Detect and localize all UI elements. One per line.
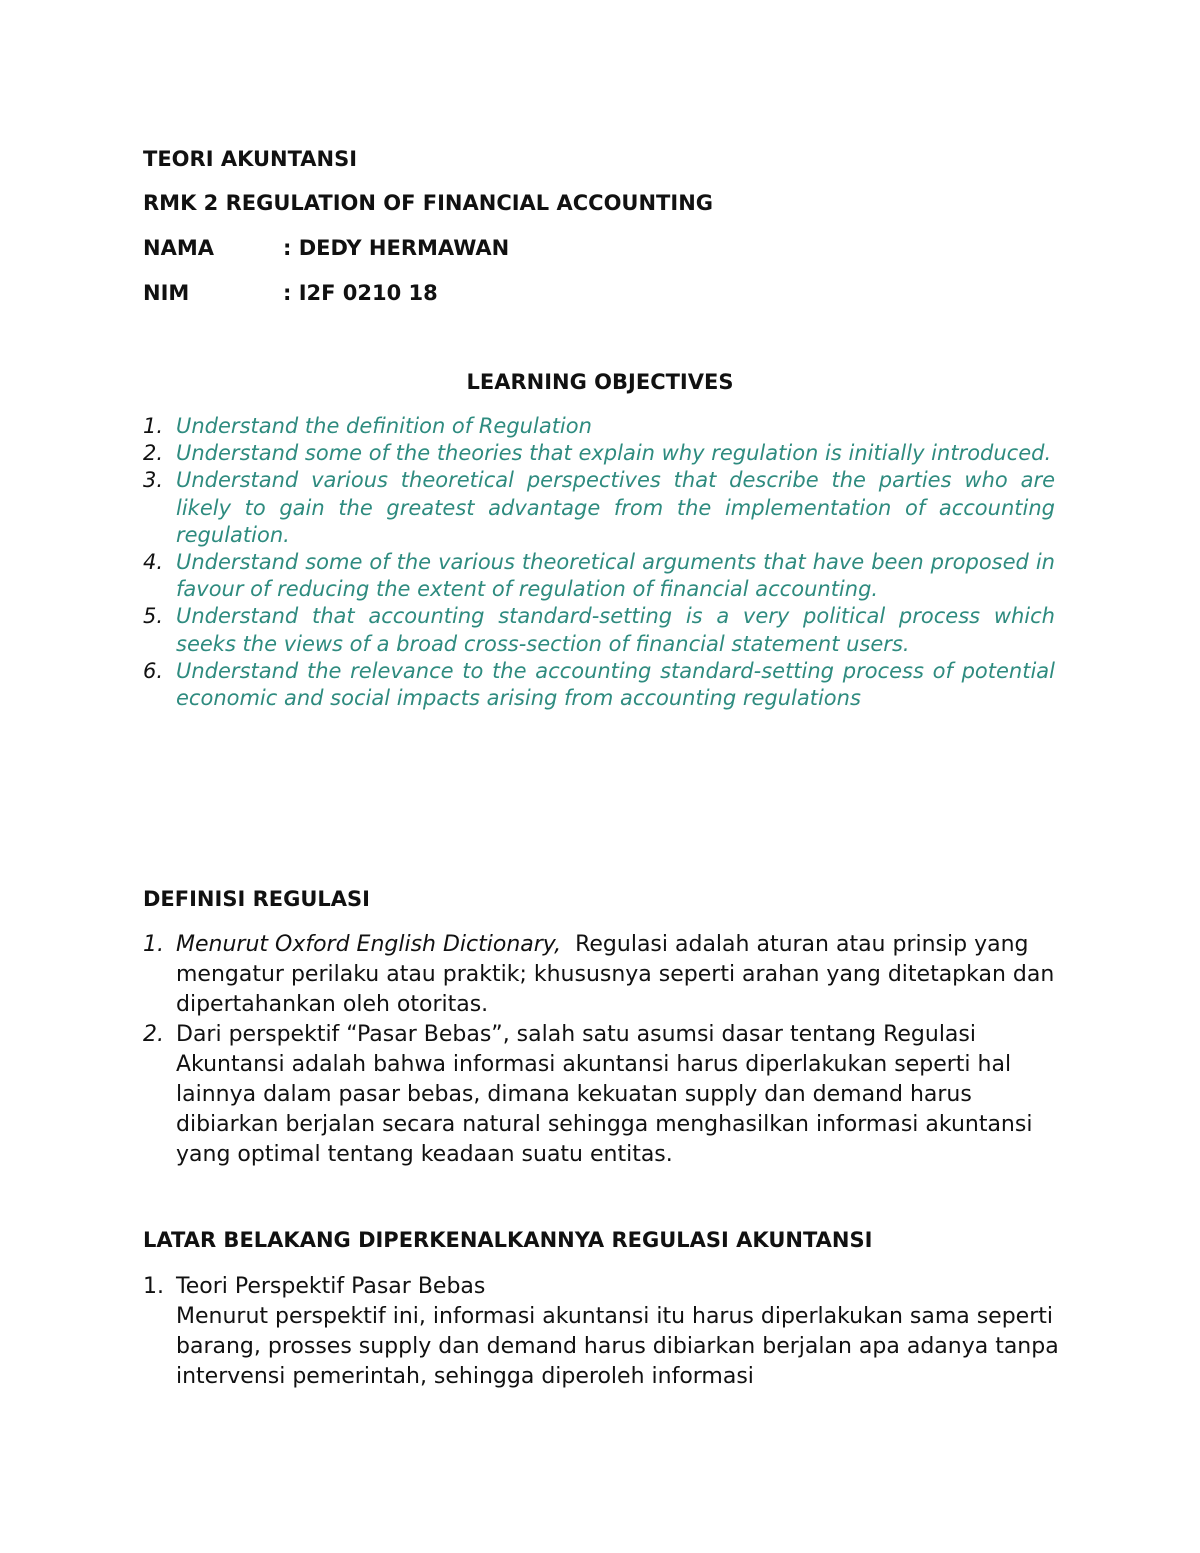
list-item [143, 413, 1055, 440]
item-number: 1. [143, 1274, 164, 1299]
objective-text: Understand various theoretical perspectives that describe the parties who are likely to gain the greatest advantage from the implementation of accounting regulation. [176, 468, 1055, 547]
list-item [143, 467, 1055, 549]
nama-label: NAMA [143, 236, 214, 260]
latar-list [143, 1272, 1063, 1392]
item-number: 2. [143, 1022, 164, 1047]
list-item [143, 930, 1063, 1020]
item-number: 1. [143, 932, 164, 957]
item-number: 3. [143, 468, 164, 493]
nama-row [143, 236, 509, 260]
objective-text: Understand the definition of Regulation [176, 414, 592, 438]
nim-label: NIM [143, 281, 190, 305]
list-item [143, 603, 1055, 657]
theory-heading: Teori Perspektif Pasar Bebas [176, 1274, 486, 1299]
objective-text: Understand the relevance to the accounting standard-setting process of potential economic and social impacts arising from accounting regulations [176, 658, 1055, 711]
objective-text: Understand that accounting standard-setting is a very political process which seeks the views of a broad cross-section of financial statement users. [176, 604, 1055, 656]
definition-source: Menurut Oxford English Dictionary, [176, 932, 562, 957]
assignment-title: RMK 2 REGULATION OF FINANCIAL ACCOUNTING [143, 191, 714, 215]
item-number: 2. [143, 441, 164, 466]
nama-value: : DEDY HERMAWAN [283, 236, 510, 260]
list-item [143, 549, 1055, 603]
theory-text: Menurut perspektif ini, informasi akuntansi itu harus diperlakukan sama seperti barang, prosses supply dan demand harus dibiarkan berjalan apa adanya tanpa intervensi pemerintah, sehingga diperoleh informasi [176, 1304, 1059, 1389]
nim-row [143, 281, 438, 305]
nim-value: : I2F 0210 18 [283, 281, 438, 305]
item-number: 5. [143, 604, 164, 629]
list-item [143, 440, 1055, 467]
definition-text: Dari perspektif “Pasar Bebas”, salah satu asumsi dasar tentang Regulasi Akuntansi adalah bahwa informasi akuntansi harus diperlakukan seperti hal lainnya dalam pasar bebas, dimana kekuatan supply dan demand harus dibiarkan berjalan secara natural sehingga menghasilkan informasi akuntansi yang optimal tentang keadaan suatu entitas. [176, 1022, 1033, 1167]
learning-objectives-list [143, 413, 1055, 712]
item-number: 4. [143, 550, 164, 575]
definition-text: Regulasi adalah aturan atau prinsip yang mengatur perilaku atau praktik; khususnya seperti arahan yang ditetapkan dan dipertahankan oleh otoritas. [176, 932, 1062, 1017]
item-number: 1. [143, 414, 164, 438]
learning-objectives-title: LEARNING OBJECTIVES [466, 370, 734, 394]
item-number: 6. [143, 658, 164, 683]
latar-title: LATAR BELAKANG DIPERKENALKANNYA REGULASI AKUNTANSI [143, 1228, 873, 1252]
list-item [143, 1020, 1063, 1170]
objective-text: Understand some of the theories that explain why regulation is initially introduced. [176, 441, 1052, 466]
course-title: TEORI AKUNTANSI [143, 147, 358, 171]
list-item [143, 658, 1055, 712]
definisi-title: DEFINISI REGULASI [143, 887, 370, 911]
objective-text: Understand some of the various theoretical arguments that have been proposed in favour of reducing the extent of regulation of financial accounting. [176, 550, 1055, 602]
list-item [143, 1272, 1063, 1392]
definisi-list [143, 930, 1063, 1170]
